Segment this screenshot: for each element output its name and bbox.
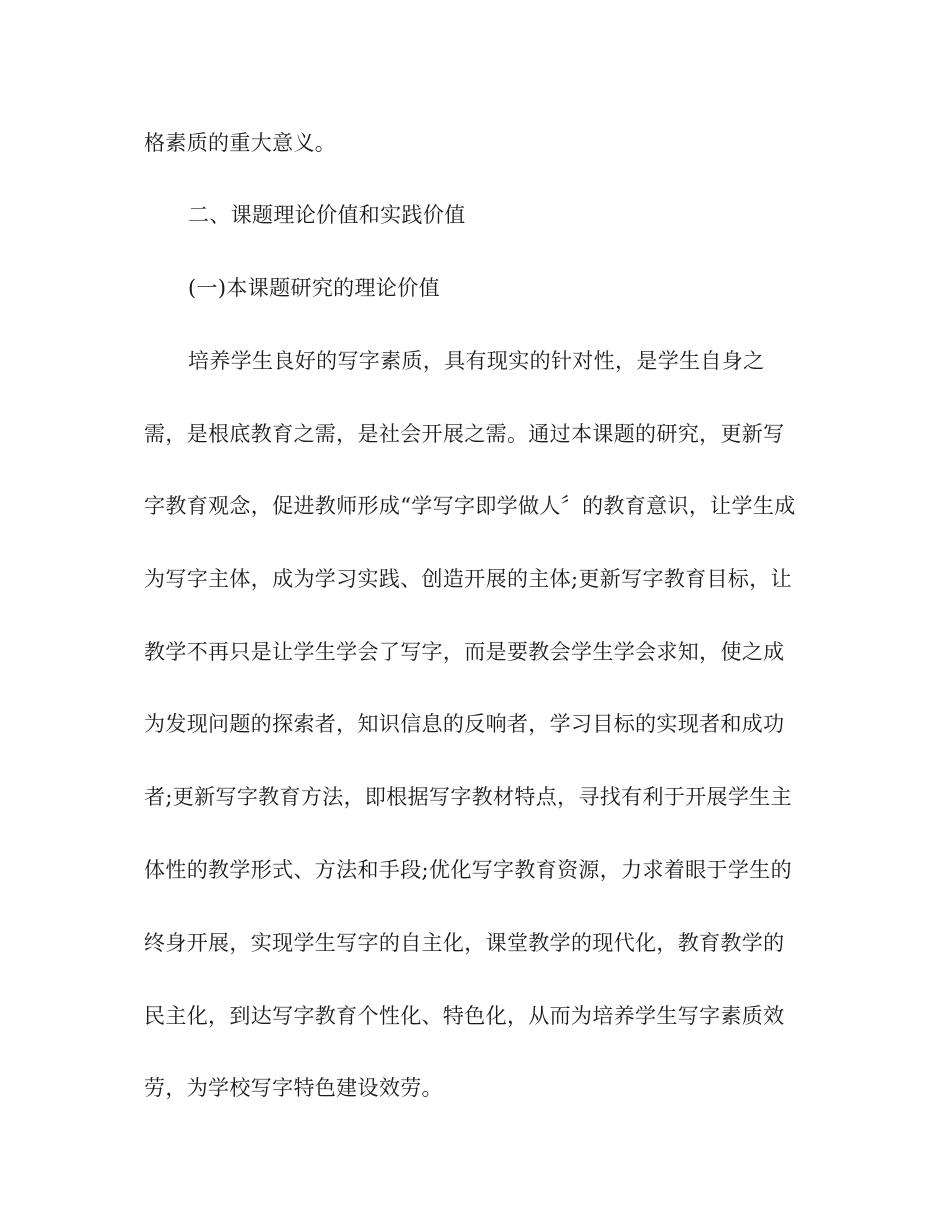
paragraph-line: 为写字主体，成为学习实践、创造开展的主体;更新写字教育目标，让 [144, 567, 792, 591]
paragraph-line: 者;更新写字教育方法，即根据写字教材特点，寻找有利于开展学生主 [144, 785, 792, 809]
paragraph-line: 民主化，到达写字教育个性化、特色化，从而为培养学生写字素质效 [144, 1004, 785, 1028]
paragraph-line: 教学不再只是让学生学会了写字，而是要教会学生学会求知，使之成 [144, 640, 785, 664]
paragraph-line: 体性的教学形式、方法和手段;优化写字教育资源，力求着眼于学生的 [144, 858, 792, 882]
paragraph-last-line: 劳，为学校写字特色建设效劳。 [144, 1076, 443, 1100]
paragraph-line: 终身开展，实现学生写字的自主化，课堂教学的现代化，教育教学的 [144, 931, 785, 955]
paragraph-line: 字教育观念，促进教师形成“学写字即学做人〞的教育意识，让学生成 [144, 494, 796, 518]
subsection-heading: (一)本课题研究的理论价值 [188, 276, 440, 300]
paragraph-line: 为发现问题的探索者，知识信息的反响者，学习目标的实现者和成功 [144, 712, 785, 736]
paragraph-first-line: 培养学生良好的写字素质，具有现实的针对性，是学生自身之 [188, 349, 765, 373]
paragraph-continuation-line: 格素质的重大意义。 [144, 131, 337, 155]
section-heading: 二、课题理论价值和实践价值 [188, 203, 466, 227]
paragraph-line: 需，是根底教育之需，是社会开展之需。通过本课题的研究，更新写 [144, 422, 785, 446]
